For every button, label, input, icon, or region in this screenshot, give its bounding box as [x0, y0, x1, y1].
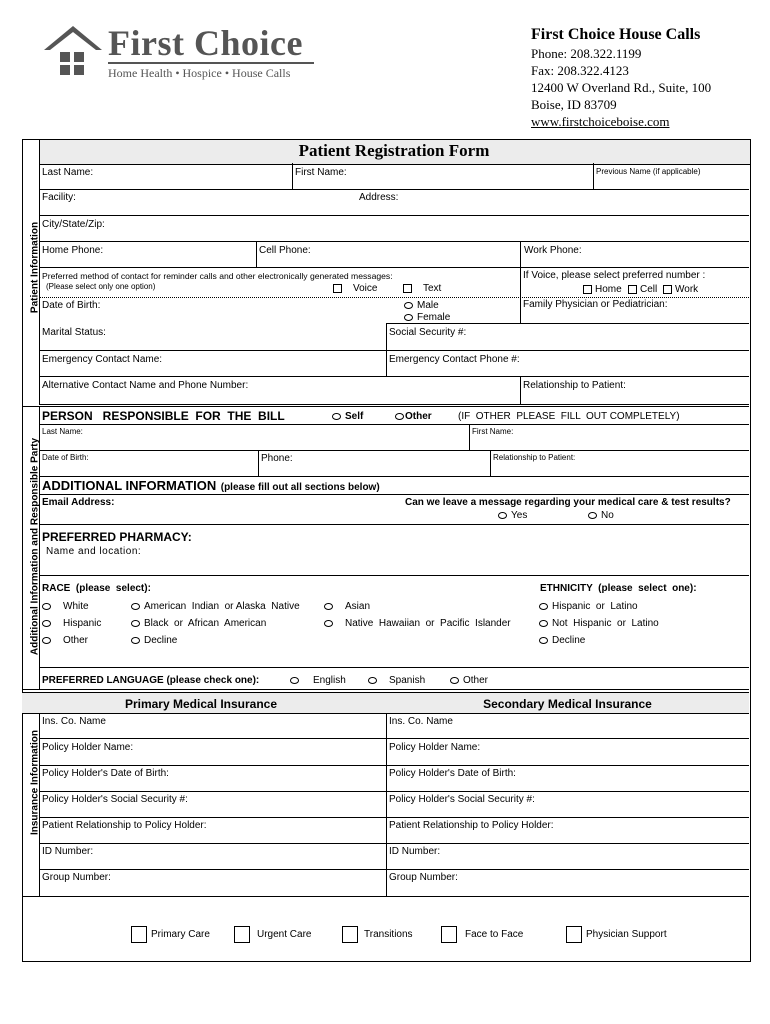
text-label: Text [423, 283, 442, 294]
ssn-label: Social Security #: [389, 327, 467, 338]
yes-radio[interactable] [498, 512, 507, 519]
address-line2: Boise, ID 83709 [531, 97, 617, 112]
work-label: Work [675, 284, 699, 295]
race-pacific-label: Native Hawaiian or Pacific Islander [345, 618, 511, 629]
emergency-phone-label: Emergency Contact Phone #: [389, 354, 520, 365]
race-label: RACE (please select): [42, 583, 151, 594]
other-label: Other [405, 411, 432, 422]
ethnicity-label: ETHNICITY (please select one): [540, 583, 697, 594]
urgent-care-checkbox[interactable] [234, 926, 250, 943]
race-native-american-option[interactable] [131, 601, 300, 613]
logo [42, 22, 322, 82]
secondary-insurance-heading: Secondary Medical Insurance [483, 697, 652, 711]
fax-text: Fax: 208.322.4123 [531, 63, 629, 78]
male-label: Male [417, 300, 439, 311]
primary-id-label: ID Number: [42, 846, 94, 857]
race-native-american-radio[interactable] [131, 603, 140, 610]
secondary-holder-name-label: Policy Holder Name: [389, 742, 481, 753]
language-spanish-label: Spanish [389, 675, 426, 686]
secondary-ins-co-label: Ins. Co. Name [389, 716, 453, 727]
additional-heading-row [42, 477, 380, 495]
voice-label: Voice [353, 283, 378, 294]
ethnicity-hispanic-label: Hispanic or Latino [552, 601, 638, 612]
race-asian-label: Asian [345, 601, 371, 612]
select-one-note: (Please select only one option) [46, 282, 156, 291]
responsible-heading: PERSON RESPONSIBLE FOR THE BILL [42, 409, 285, 423]
ethnicity-not-hispanic-label: Not Hispanic or Latino [552, 618, 659, 629]
primary-holder-ssn-label: Policy Holder's Social Security #: [42, 794, 188, 805]
other-radio[interactable] [395, 413, 404, 420]
primary-care-label: Primary Care [151, 929, 210, 940]
ethnicity-decline-label: Decline [552, 635, 586, 646]
language-spanish-radio[interactable] [368, 677, 377, 684]
race-black-option[interactable] [131, 618, 266, 630]
resp-phone-label: Phone: [261, 453, 293, 464]
text-checkbox[interactable] [403, 284, 412, 293]
race-other-label: Other [63, 635, 89, 646]
face-to-face-label: Face to Face [465, 929, 524, 940]
address-label: Address: [359, 192, 399, 203]
no-label: No [601, 510, 614, 521]
face-to-face-checkbox[interactable] [441, 926, 457, 943]
ethnicity-decline-radio[interactable] [539, 637, 548, 644]
additional-heading: ADDITIONAL INFORMATION [42, 478, 217, 493]
primary-relationship-label: Patient Relationship to Policy Holder: [42, 820, 207, 831]
language-english-radio[interactable] [290, 677, 299, 684]
self-radio[interactable] [332, 413, 341, 420]
race-other-option[interactable] [42, 635, 88, 647]
language-other-option[interactable] [450, 675, 488, 687]
transitions-label: Transitions [364, 929, 413, 940]
yes-option[interactable] [498, 510, 527, 522]
race-hispanic-radio[interactable] [42, 620, 51, 627]
language-english-option[interactable] [290, 675, 346, 687]
first-name-label: First Name: [295, 167, 347, 178]
ethnicity-hispanic-radio[interactable] [539, 603, 548, 610]
previous-name-label: Previous Name (if applicable) [596, 167, 701, 176]
primary-care-checkbox[interactable] [131, 926, 147, 943]
address-line1: 12400 W Overland Rd., Suite, 100 [531, 80, 712, 95]
race-white-radio[interactable] [42, 603, 51, 610]
no-option[interactable] [588, 510, 614, 522]
brand-name: First Choice [108, 23, 303, 63]
secondary-id-label: ID Number: [389, 846, 441, 857]
ethnicity-not-hispanic-radio[interactable] [539, 620, 548, 627]
race-hispanic-option[interactable] [42, 618, 101, 630]
primary-group-label: Group Number: [42, 872, 111, 883]
relationship-label: Relationship to Patient: [523, 380, 626, 391]
secondary-holder-dob-label: Policy Holder's Date of Birth: [389, 768, 516, 779]
section-label-additional: Additional Information and Responsible Party [29, 437, 41, 656]
work-number-option[interactable] [663, 284, 698, 296]
resp-relationship-label: Relationship to Patient: [493, 453, 576, 462]
section-label-patient: Patient Information [29, 221, 41, 314]
race-decline-option[interactable] [131, 635, 177, 647]
yes-label: Yes [511, 510, 528, 521]
home-number-option[interactable] [583, 284, 622, 296]
last-name-label: Last Name: [42, 167, 94, 178]
phone-text: Phone: 208.322.1199 [531, 46, 642, 61]
female-radio[interactable] [404, 314, 413, 321]
text-option[interactable] [403, 283, 441, 295]
resp-last-name-label: Last Name: [42, 427, 83, 436]
responsible-note: (IF OTHER PLEASE FILL OUT COMPLETELY) [458, 411, 680, 422]
primary-ins-co-label: Ins. Co. Name [42, 716, 106, 727]
house-icon [42, 22, 104, 78]
contact-block [531, 26, 711, 130]
additional-heading-note: (please fill out all sections below) [220, 482, 380, 493]
urgent-care-label: Urgent Care [257, 929, 312, 940]
self-option[interactable] [332, 411, 363, 423]
brand-tagline: Home Health • Hospice • House Calls [108, 66, 291, 80]
race-pacific-option[interactable] [324, 618, 511, 630]
dob-label: Date of Birth: [42, 300, 101, 311]
cell-phone-label: Cell Phone: [259, 245, 311, 256]
race-pacific-radio[interactable] [324, 620, 333, 627]
male-option[interactable] [404, 300, 439, 312]
voice-option[interactable] [333, 283, 377, 295]
marital-status-label: Marital Status: [42, 327, 106, 338]
male-radio[interactable] [404, 302, 413, 309]
language-english-label: English [313, 675, 346, 686]
race-asian-option[interactable] [324, 601, 370, 613]
ethnicity-decline-option[interactable] [539, 635, 585, 647]
race-native-american-label: American Indian or Alaska Native [144, 601, 300, 612]
preferred-contact-label: Preferred method of contact for reminder calls and other electronically generated messages: [42, 271, 393, 281]
physician-support-checkbox[interactable] [566, 926, 582, 943]
language-other-radio[interactable] [450, 677, 459, 684]
email-label: Email Address: [42, 497, 115, 508]
emergency-name-label: Emergency Contact Name: [42, 354, 163, 365]
self-label: Self [345, 411, 364, 422]
ethnicity-hispanic-option[interactable] [539, 601, 638, 613]
secondary-holder-ssn-label: Policy Holder's Social Security #: [389, 794, 535, 805]
resp-dob-label: Date of Birth: [42, 453, 89, 462]
cell-label: Cell [640, 284, 658, 295]
female-option[interactable] [404, 312, 450, 324]
female-label: Female [417, 312, 451, 323]
city-state-zip-label: City/State/Zip: [42, 219, 105, 230]
physician-support-label: Physician Support [586, 929, 667, 940]
home-phone-label: Home Phone: [42, 245, 104, 256]
alt-contact-label: Alternative Contact Name and Phone Number: [42, 380, 249, 391]
transitions-checkbox[interactable] [342, 926, 358, 943]
language-label: PREFERRED LANGUAGE (please check one): [42, 675, 260, 686]
secondary-group-label: Group Number: [389, 872, 458, 883]
resp-first-name-label: First Name: [472, 427, 514, 436]
pharmacy-name-label: Name and location: [46, 546, 142, 557]
race-white-label: White [63, 601, 89, 612]
race-asian-radio[interactable] [324, 603, 333, 610]
language-spanish-option[interactable] [368, 675, 425, 687]
primary-insurance-heading: Primary Medical Insurance [124, 697, 278, 711]
race-hispanic-label: Hispanic [63, 618, 102, 629]
cell-number-option[interactable] [628, 284, 657, 296]
language-other-label: Other [463, 675, 489, 686]
race-decline-radio[interactable] [131, 637, 140, 644]
family-physician-label: Family Physician or Pediatrician: [523, 299, 668, 310]
ethnicity-not-hispanic-option[interactable] [539, 618, 659, 630]
race-black-label: Black or African American [144, 618, 267, 629]
other-option[interactable] [395, 411, 432, 423]
secondary-relationship-label: Patient Relationship to Policy Holder: [389, 820, 554, 831]
facility-label: Facility: [42, 192, 76, 203]
work-checkbox[interactable] [663, 285, 672, 294]
race-decline-label: Decline [144, 635, 178, 646]
cell-checkbox[interactable] [628, 285, 637, 294]
voice-preference-label: If Voice, please select preferred number : [523, 270, 706, 281]
race-white-option[interactable] [42, 601, 89, 613]
primary-holder-name-label: Policy Holder Name: [42, 742, 134, 753]
race-other-radio[interactable] [42, 637, 51, 644]
website-link[interactable]: www.firstchoiceboise.com [531, 114, 670, 129]
home-checkbox[interactable] [583, 285, 592, 294]
message-question: Can we leave a message regarding your medical care & test results? [405, 497, 731, 508]
company-name: First Choice House Calls [531, 26, 701, 43]
voice-checkbox[interactable] [333, 284, 342, 293]
home-label: Home [595, 284, 622, 295]
no-radio[interactable] [588, 512, 597, 519]
race-black-radio[interactable] [131, 620, 140, 627]
form-title: Patient Registration Form [298, 141, 490, 160]
section-label-insurance: Insurance Information [29, 730, 41, 836]
primary-holder-dob-label: Policy Holder's Date of Birth: [42, 768, 169, 779]
work-phone-label: Work Phone: [524, 245, 582, 256]
pharmacy-heading: PREFERRED PHARMACY: [42, 530, 192, 544]
